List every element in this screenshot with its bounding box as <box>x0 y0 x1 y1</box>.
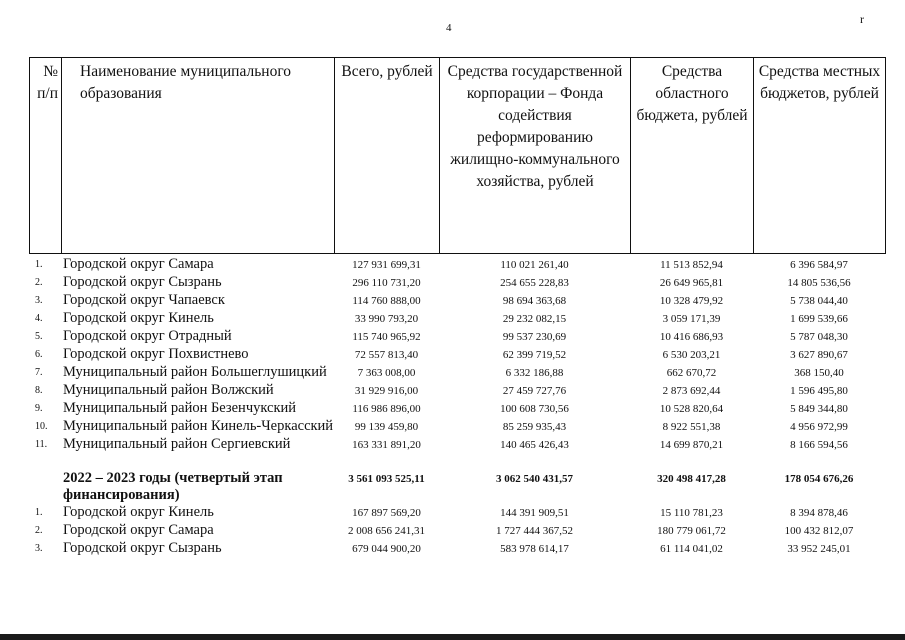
header-name-label: Наименование муниципального образования <box>80 63 292 102</box>
row-fund: 254 655 228,83 <box>500 277 569 289</box>
row-number: 3. <box>35 543 43 554</box>
table-row <box>29 364 885 382</box>
stage3-rows <box>29 256 885 454</box>
row-name: Городской округ Отрадный <box>63 328 232 344</box>
row-name: Городской округ Самара <box>63 256 214 272</box>
stage4-oblast: 320 498 417,28 <box>657 473 726 485</box>
row-total: 296 110 731,20 <box>352 277 421 289</box>
row-name: Городской округ Чапаевск <box>63 292 225 308</box>
page-number: 4 <box>446 22 452 34</box>
table-row <box>29 436 885 454</box>
row-name: Городской округ Сызрань <box>63 540 222 556</box>
row-oblast: 10 328 479,92 <box>659 295 724 307</box>
row-fund: 140 465 426,43 <box>500 439 569 451</box>
header-num: № п/п <box>30 58 62 254</box>
row-name: Муниципальный район Безенчукский <box>63 400 297 416</box>
row-oblast: 662 670,72 <box>666 367 717 379</box>
stage4-summary-row <box>29 470 885 504</box>
table-row <box>29 400 885 418</box>
stage4-title: 2022 – 2023 годы (четвертый этап финансирования) <box>63 470 283 503</box>
row-total: 115 740 965,92 <box>352 331 421 343</box>
row-fund: 583 978 614,17 <box>500 543 569 555</box>
table-row <box>29 274 885 292</box>
corner-mark: r <box>860 12 864 26</box>
row-name: Городской округ Кинель <box>63 504 214 520</box>
row-number: 2. <box>35 277 43 288</box>
table-row <box>29 418 885 436</box>
row-local: 33 952 245,01 <box>787 543 851 555</box>
header-name <box>62 58 335 254</box>
row-number: 3. <box>35 295 43 306</box>
stage4-local: 178 054 676,26 <box>784 473 854 485</box>
row-fund: 110 021 261,40 <box>500 259 569 271</box>
row-name: Муниципальный район Волжский <box>63 382 274 398</box>
row-fund: 6 332 186,88 <box>505 367 564 379</box>
row-oblast: 3 059 171,39 <box>662 313 721 325</box>
row-oblast: 6 530 203,21 <box>662 349 721 361</box>
row-name: Городской округ Похвистнево <box>63 346 249 362</box>
row-total: 127 931 699,31 <box>352 259 421 271</box>
header-total: Всего, рублей <box>335 58 440 254</box>
header-oblast: Средства областного бюджета, рублей <box>631 58 754 254</box>
row-local: 1 699 539,66 <box>790 313 848 325</box>
row-fund: 98 694 363,68 <box>502 295 567 307</box>
table-row <box>29 540 885 558</box>
row-local: 100 432 812,07 <box>784 525 854 537</box>
row-fund: 1 727 444 367,52 <box>496 525 573 537</box>
row-oblast: 26 649 965,81 <box>659 277 724 289</box>
row-total: 167 897 569,20 <box>352 507 421 519</box>
row-total: 31 929 916,00 <box>354 385 419 397</box>
row-number: 7. <box>35 367 43 378</box>
row-number: 5. <box>35 331 43 342</box>
row-number: 9. <box>35 403 43 414</box>
row-name: Городской округ Сызрань <box>63 274 222 290</box>
row-name: Городской округ Самара <box>63 522 214 538</box>
row-oblast: 10 416 686,93 <box>659 331 724 343</box>
row-local: 5 738 044,40 <box>790 295 848 307</box>
row-oblast: 180 779 061,72 <box>657 525 726 537</box>
row-local: 5 849 344,80 <box>790 403 848 415</box>
header-fund: Средства государственной корпорации – Фонда содействия реформированию жилищно-коммунального хозяйства, рублей <box>440 58 631 254</box>
row-total: 114 760 888,00 <box>352 295 421 307</box>
table-header <box>29 57 886 254</box>
row-number: 11. <box>35 439 48 450</box>
row-name: Муниципальный район Сергиевский <box>63 436 291 452</box>
row-fund: 144 391 909,51 <box>500 507 569 519</box>
row-fund: 99 537 230,69 <box>502 331 567 343</box>
row-total: 116 986 896,00 <box>352 403 421 415</box>
row-number: 2. <box>35 525 43 536</box>
row-oblast: 11 513 852,94 <box>660 259 723 271</box>
row-oblast: 61 114 041,02 <box>660 543 723 555</box>
row-oblast: 15 110 781,23 <box>660 507 723 519</box>
row-number: 8. <box>35 385 43 396</box>
row-local: 4 956 972,99 <box>790 421 848 433</box>
row-oblast: 8 922 551,38 <box>662 421 721 433</box>
row-local: 8 166 594,56 <box>790 439 848 451</box>
header-local: Средства местных бюджетов, рублей <box>754 58 886 254</box>
row-number: 4. <box>35 313 43 324</box>
table-row <box>29 504 885 522</box>
row-number: 1. <box>35 507 43 518</box>
row-local: 14 805 536,56 <box>787 277 851 289</box>
row-name: Муниципальный район Большеглушицкий <box>63 364 327 380</box>
table-body <box>29 256 885 558</box>
stage4-fund: 3 062 540 431,57 <box>496 473 573 485</box>
row-total: 679 044 900,20 <box>352 543 421 555</box>
row-oblast: 10 528 820,64 <box>659 403 724 415</box>
table-row <box>29 382 885 400</box>
scan-bottom-edge <box>0 634 905 640</box>
table-row <box>29 328 885 346</box>
table-row <box>29 256 885 274</box>
row-oblast: 14 699 870,21 <box>659 439 724 451</box>
row-total: 7 363 008,00 <box>357 367 416 379</box>
table-row <box>29 346 885 364</box>
table-row <box>29 310 885 328</box>
row-number: 6. <box>35 349 43 360</box>
row-fund: 85 259 935,43 <box>502 421 567 433</box>
table-row <box>29 522 885 540</box>
row-oblast: 2 873 692,44 <box>662 385 721 397</box>
row-name: Муниципальный район Кинель-Черкасский <box>63 418 334 434</box>
row-local: 5 787 048,30 <box>790 331 848 343</box>
stage4-total: 3 561 093 525,11 <box>348 473 425 485</box>
stage4-rows <box>29 504 885 558</box>
row-fund: 29 232 082,15 <box>502 313 567 325</box>
row-fund: 27 459 727,76 <box>502 385 567 397</box>
row-local: 6 396 584,97 <box>790 259 848 271</box>
row-local: 3 627 890,67 <box>790 349 848 361</box>
row-number: 1. <box>35 259 43 270</box>
row-local: 1 596 495,80 <box>790 385 848 397</box>
row-total: 72 557 813,40 <box>354 349 419 361</box>
table-row <box>29 292 885 310</box>
row-fund: 62 399 719,52 <box>502 349 567 361</box>
row-local: 8 394 878,46 <box>790 507 848 519</box>
row-name: Городской округ Кинель <box>63 310 214 326</box>
row-local: 368 150,40 <box>794 367 844 379</box>
row-total: 99 139 459,80 <box>354 421 419 433</box>
row-total: 163 331 891,20 <box>352 439 421 451</box>
row-total: 33 990 793,20 <box>354 313 419 325</box>
stage4-num <box>29 470 61 471</box>
row-total: 2 008 656 241,31 <box>348 525 425 537</box>
row-number: 10. <box>35 421 48 432</box>
row-fund: 100 608 730,56 <box>500 403 569 415</box>
